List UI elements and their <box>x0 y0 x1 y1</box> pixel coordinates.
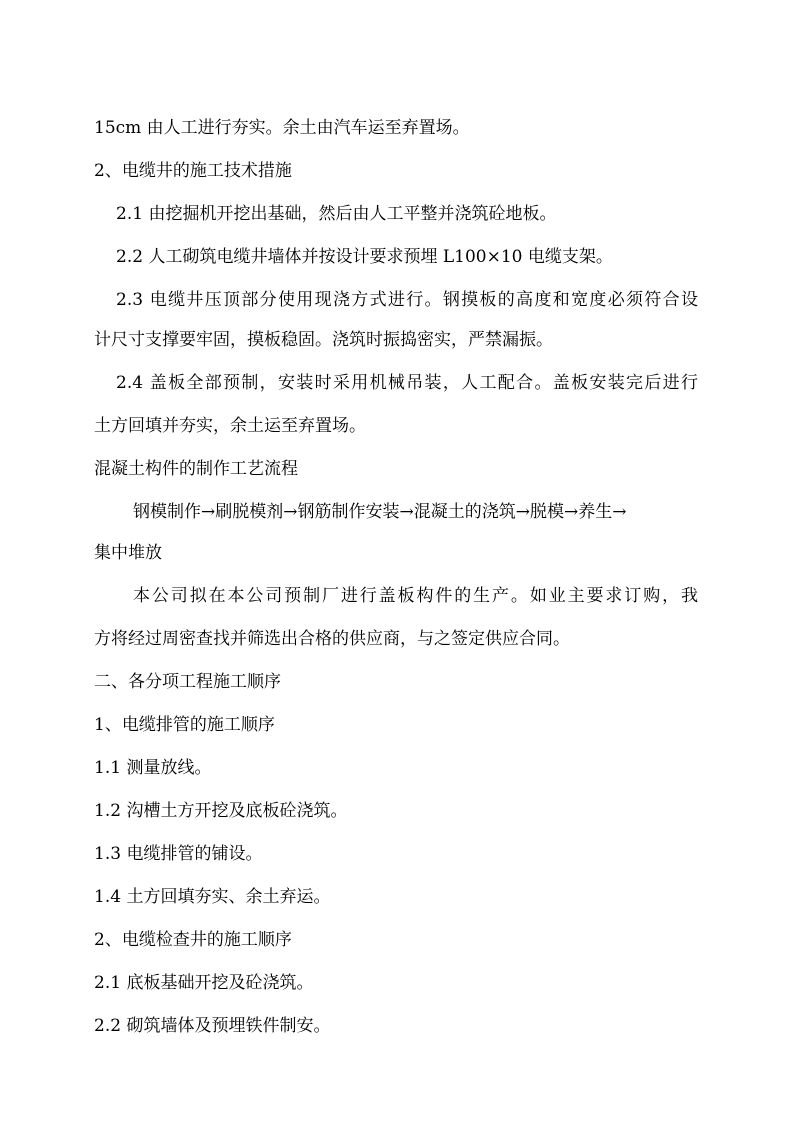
paragraph-line: 2.4 盖板全部预制，安装时采用机械吊装，人工配合。盖板安装完后进行 <box>116 373 698 393</box>
section-heading: 2、电缆井的施工技术措施 <box>94 161 292 181</box>
paragraph-line: 15cm 由人工进行夯实。余土由汽车运至弃置场。 <box>94 118 470 138</box>
paragraph-line: 2.2 人工砌筑电缆井墙体并按设计要求预埋 L100×10 电缆支架。 <box>116 247 613 267</box>
process-flow-line: 集中堆放 <box>94 543 162 563</box>
paragraph-line: 2.1 由挖掘机开挖出基础，然后由人工平整并浇筑砼地板。 <box>116 204 557 224</box>
list-item: 1.4 土方回填夯实、余土弃运。 <box>94 887 331 907</box>
section-heading: 混凝土构件的制作工艺流程 <box>94 459 298 479</box>
list-item: 1.2 沟槽土方开挖及底板砼浇筑。 <box>94 801 348 821</box>
list-item: 2.1 底板基础开挖及砼浇筑。 <box>94 973 314 993</box>
process-flow-line: 钢模制作→刷脱模剂→钢筋制作安装→混凝土的浇筑→脱模→养生→ <box>133 502 627 522</box>
section-heading: 二、各分项工程施工顺序 <box>94 672 281 692</box>
list-item: 2.2 砌筑墙体及预埋铁件制安。 <box>94 1016 331 1036</box>
subsection-heading: 2、电缆检查井的施工顺序 <box>94 930 292 950</box>
paragraph-line: 土方回填并夯实，余土运至弃置场。 <box>94 416 366 436</box>
list-item: 1.1 测量放线。 <box>94 758 212 778</box>
subsection-heading: 1、电缆排管的施工顺序 <box>94 715 275 735</box>
paragraph-line: 2.3 电缆井压顶部分使用现浇方式进行。钢摸板的高度和宽度必须符合设 <box>116 290 698 310</box>
paragraph-line: 计尺寸支撑要牢固，摸板稳固。浇筑时振捣密实，严禁漏振。 <box>94 330 553 350</box>
list-item: 1.3 电缆排管的铺设。 <box>94 844 263 864</box>
paragraph-line: 方将经过周密查找并筛选出合格的供应商，与之签定供应合同。 <box>94 629 570 649</box>
paragraph-line: 本公司拟在本公司预制厂进行盖板构件的生产。如业主要求订购，我 <box>133 586 698 606</box>
